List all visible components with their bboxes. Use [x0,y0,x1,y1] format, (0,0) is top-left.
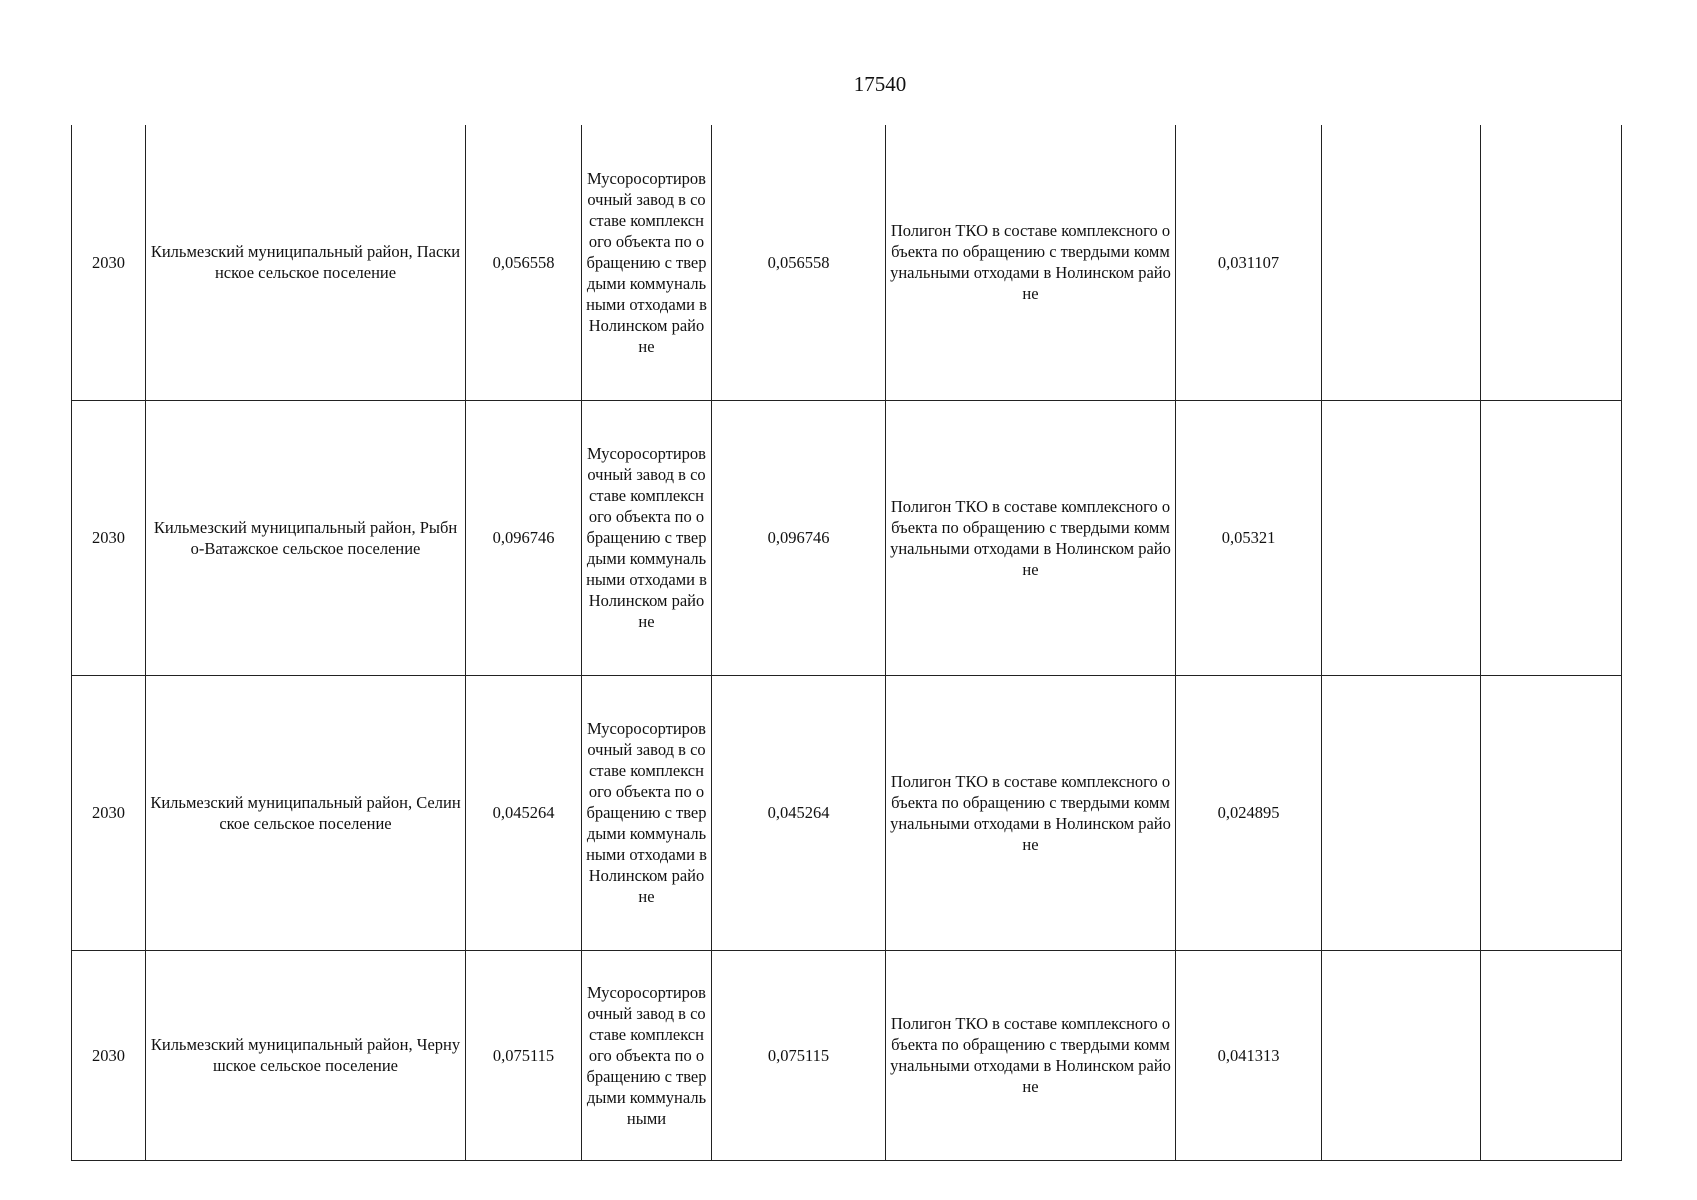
value2-cell: 0,075115 [712,950,886,1160]
value3-cell: 0,031107 [1176,125,1322,400]
year-cell: 2030 [72,125,146,400]
empty-cell [1322,950,1481,1160]
table-row [72,675,1622,950]
value1-cell: 0,056558 [466,125,582,400]
table-row [72,400,1622,675]
territory-cell: Кильмезский муниципальный район, Селинское сельское поселение [146,675,466,950]
year-cell: 2030 [72,675,146,950]
value2-cell: 0,096746 [712,400,886,675]
value2-cell: 0,045264 [712,675,886,950]
value3-cell: 0,024895 [1176,675,1322,950]
facility2-cell: Полигон ТКО в составе комплексного объекта по обращению с твердыми коммунальными отходами в Нолинском районе [886,400,1176,675]
value1-cell: 0,045264 [466,675,582,950]
year-cell: 2030 [72,400,146,675]
table-row [72,125,1622,400]
data-table [71,125,1622,1161]
facility2-cell: Полигон ТКО в составе комплексного объекта по обращению с твердыми коммунальными отходами в Нолинском районе [886,125,1176,400]
value2-cell: 0,056558 [712,125,886,400]
value3-cell: 0,041313 [1176,950,1322,1160]
empty-cell [1481,950,1622,1160]
empty-cell [1481,400,1622,675]
facility1-cell: Мусоросортировочный завод в составе комплексного объекта по обращению с твердыми коммунальными отходами в Нолинском районе [582,125,712,400]
empty-cell [1322,675,1481,950]
territory-cell: Кильмезский муниципальный район, Чернушское сельское поселение [146,950,466,1160]
year-cell: 2030 [72,950,146,1160]
facility2-cell: Полигон ТКО в составе комплексного объекта по обращению с твердыми коммунальными отходами в Нолинском районе [886,675,1176,950]
empty-cell [1481,675,1622,950]
empty-cell [1322,125,1481,400]
facility1-cell: Мусоросортировочный завод в составе комплексного объекта по обращению с твердыми коммунальными отходами в Нолинском районе [582,400,712,675]
empty-cell [1322,400,1481,675]
value1-cell: 0,096746 [466,400,582,675]
territory-cell: Кильмезский муниципальный район, Паскинское сельское поселение [146,125,466,400]
facility1-cell: Мусоросортировочный завод в составе комплексного объекта по обращению с твердыми коммунальными [582,950,712,1160]
table-row [72,950,1622,1160]
value3-cell: 0,05321 [1176,400,1322,675]
empty-cell [1481,125,1622,400]
territory-cell: Кильмезский муниципальный район, Рыбно-Ватажское сельское поселение [146,400,466,675]
facility1-cell: Мусоросортировочный завод в составе комплексного объекта по обращению с твердыми коммунальными отходами в Нолинском районе [582,675,712,950]
value1-cell: 0,075115 [466,950,582,1160]
facility2-cell: Полигон ТКО в составе комплексного объекта по обращению с твердыми коммунальными отходами в Нолинском районе [886,950,1176,1160]
page-number: 17540 [853,72,907,96]
